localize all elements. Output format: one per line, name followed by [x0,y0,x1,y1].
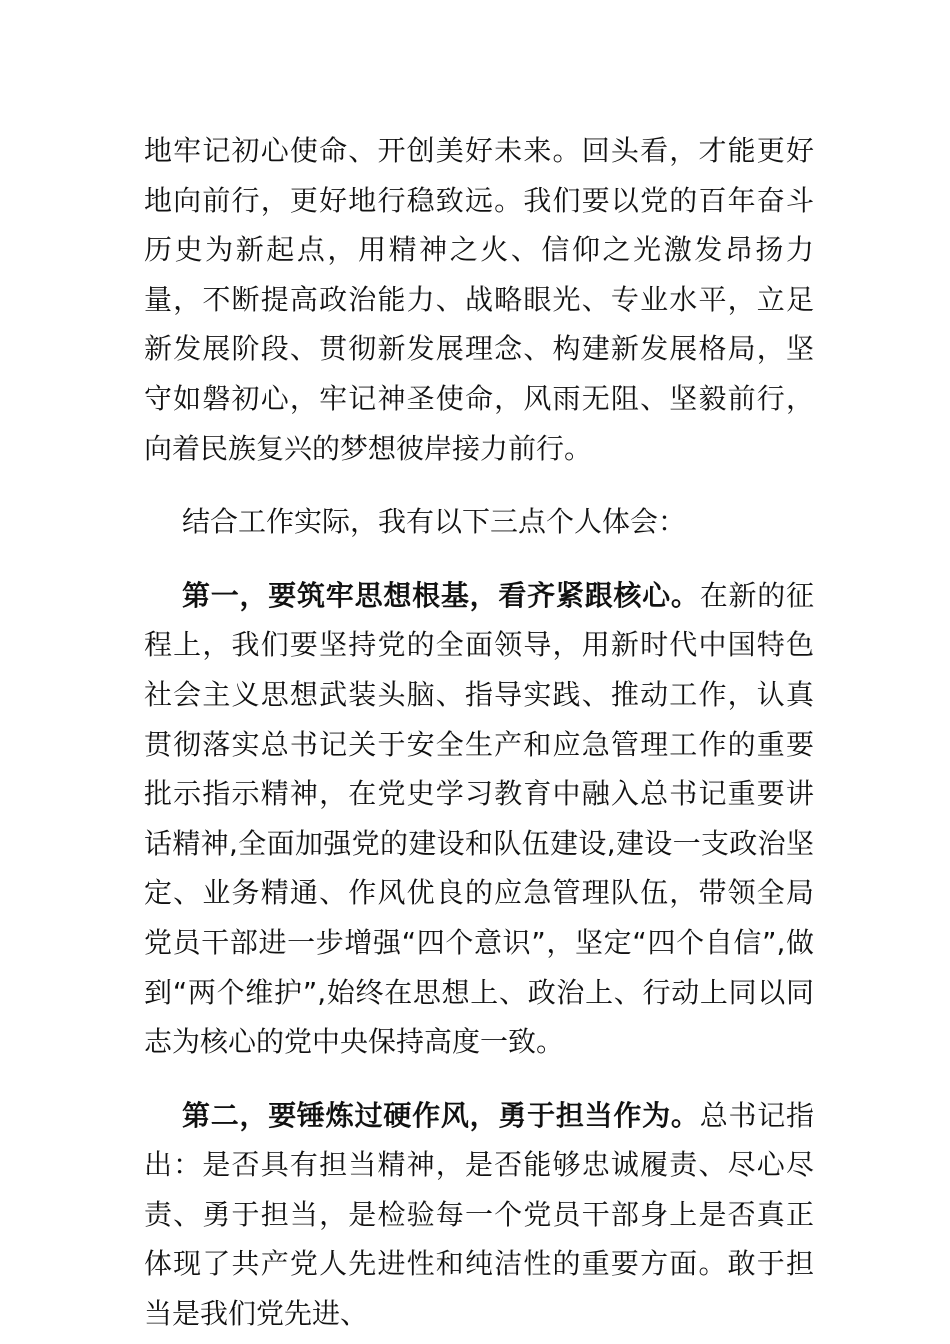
paragraph-heading: 第二，要锤炼过硬作风，勇于担当作为。 [182,1098,700,1132]
paragraph-continuation [144,126,814,473]
paragraph-heading: 第一，要筑牢思想根基，看齐紧跟核心。 [182,578,700,612]
paragraph-text: 总书记指出：是否具有担当精神，是否能够忠诚履责、尽心尽责、勇于担当，是检验每一个党员干部身上是否真正体现了共产党人先进性和纯洁性的重要方面。敢于担当是我们党先进、 [144,1098,814,1331]
paragraph-point-two [144,1091,814,1339]
paragraph-point-one [144,571,814,1067]
paragraph-intro [144,497,814,547]
paragraph-text: 结合工作实际，我有以下三点个人体会： [182,505,687,539]
paragraph-text: 地牢记初心使命、开创美好未来。回头看，才能更好地向前行，更好地行稳致远。我们要以党的百年奋斗历史为新起点，用精神之火、信仰之光激发昂扬力量，不断提高政治能力、战略眼光、专业水平，立足新发展阶段、贯彻新发展理念、构建新发展格局，坚守如磐初心，牢记神圣使命，风雨无阻、坚毅前行，向着民族复兴的梦想彼岸接力前行。 [144,134,814,465]
paragraph-text: 在新的征程上，我们要坚持党的全面领导，用新时代中国特色社会主义思想武装头脑、指导实践、推动工作，认真贯彻落实总书记关于安全生产和应急管理工作的重要批示指示精神，在党史学习教育中融入总书记重要讲话精神,全面加强党的建设和队伍建设,建设一支政治坚定、业务精通、作风优良的应急管理队伍，带领全局党员干部进一步增强“四个意识”，坚定“四个自信”,做到“两个维护”,始终在思想上、政治上、行动上同以同志为核心的党中央保持高度一致。 [144,578,814,1059]
document-body [144,126,814,1339]
